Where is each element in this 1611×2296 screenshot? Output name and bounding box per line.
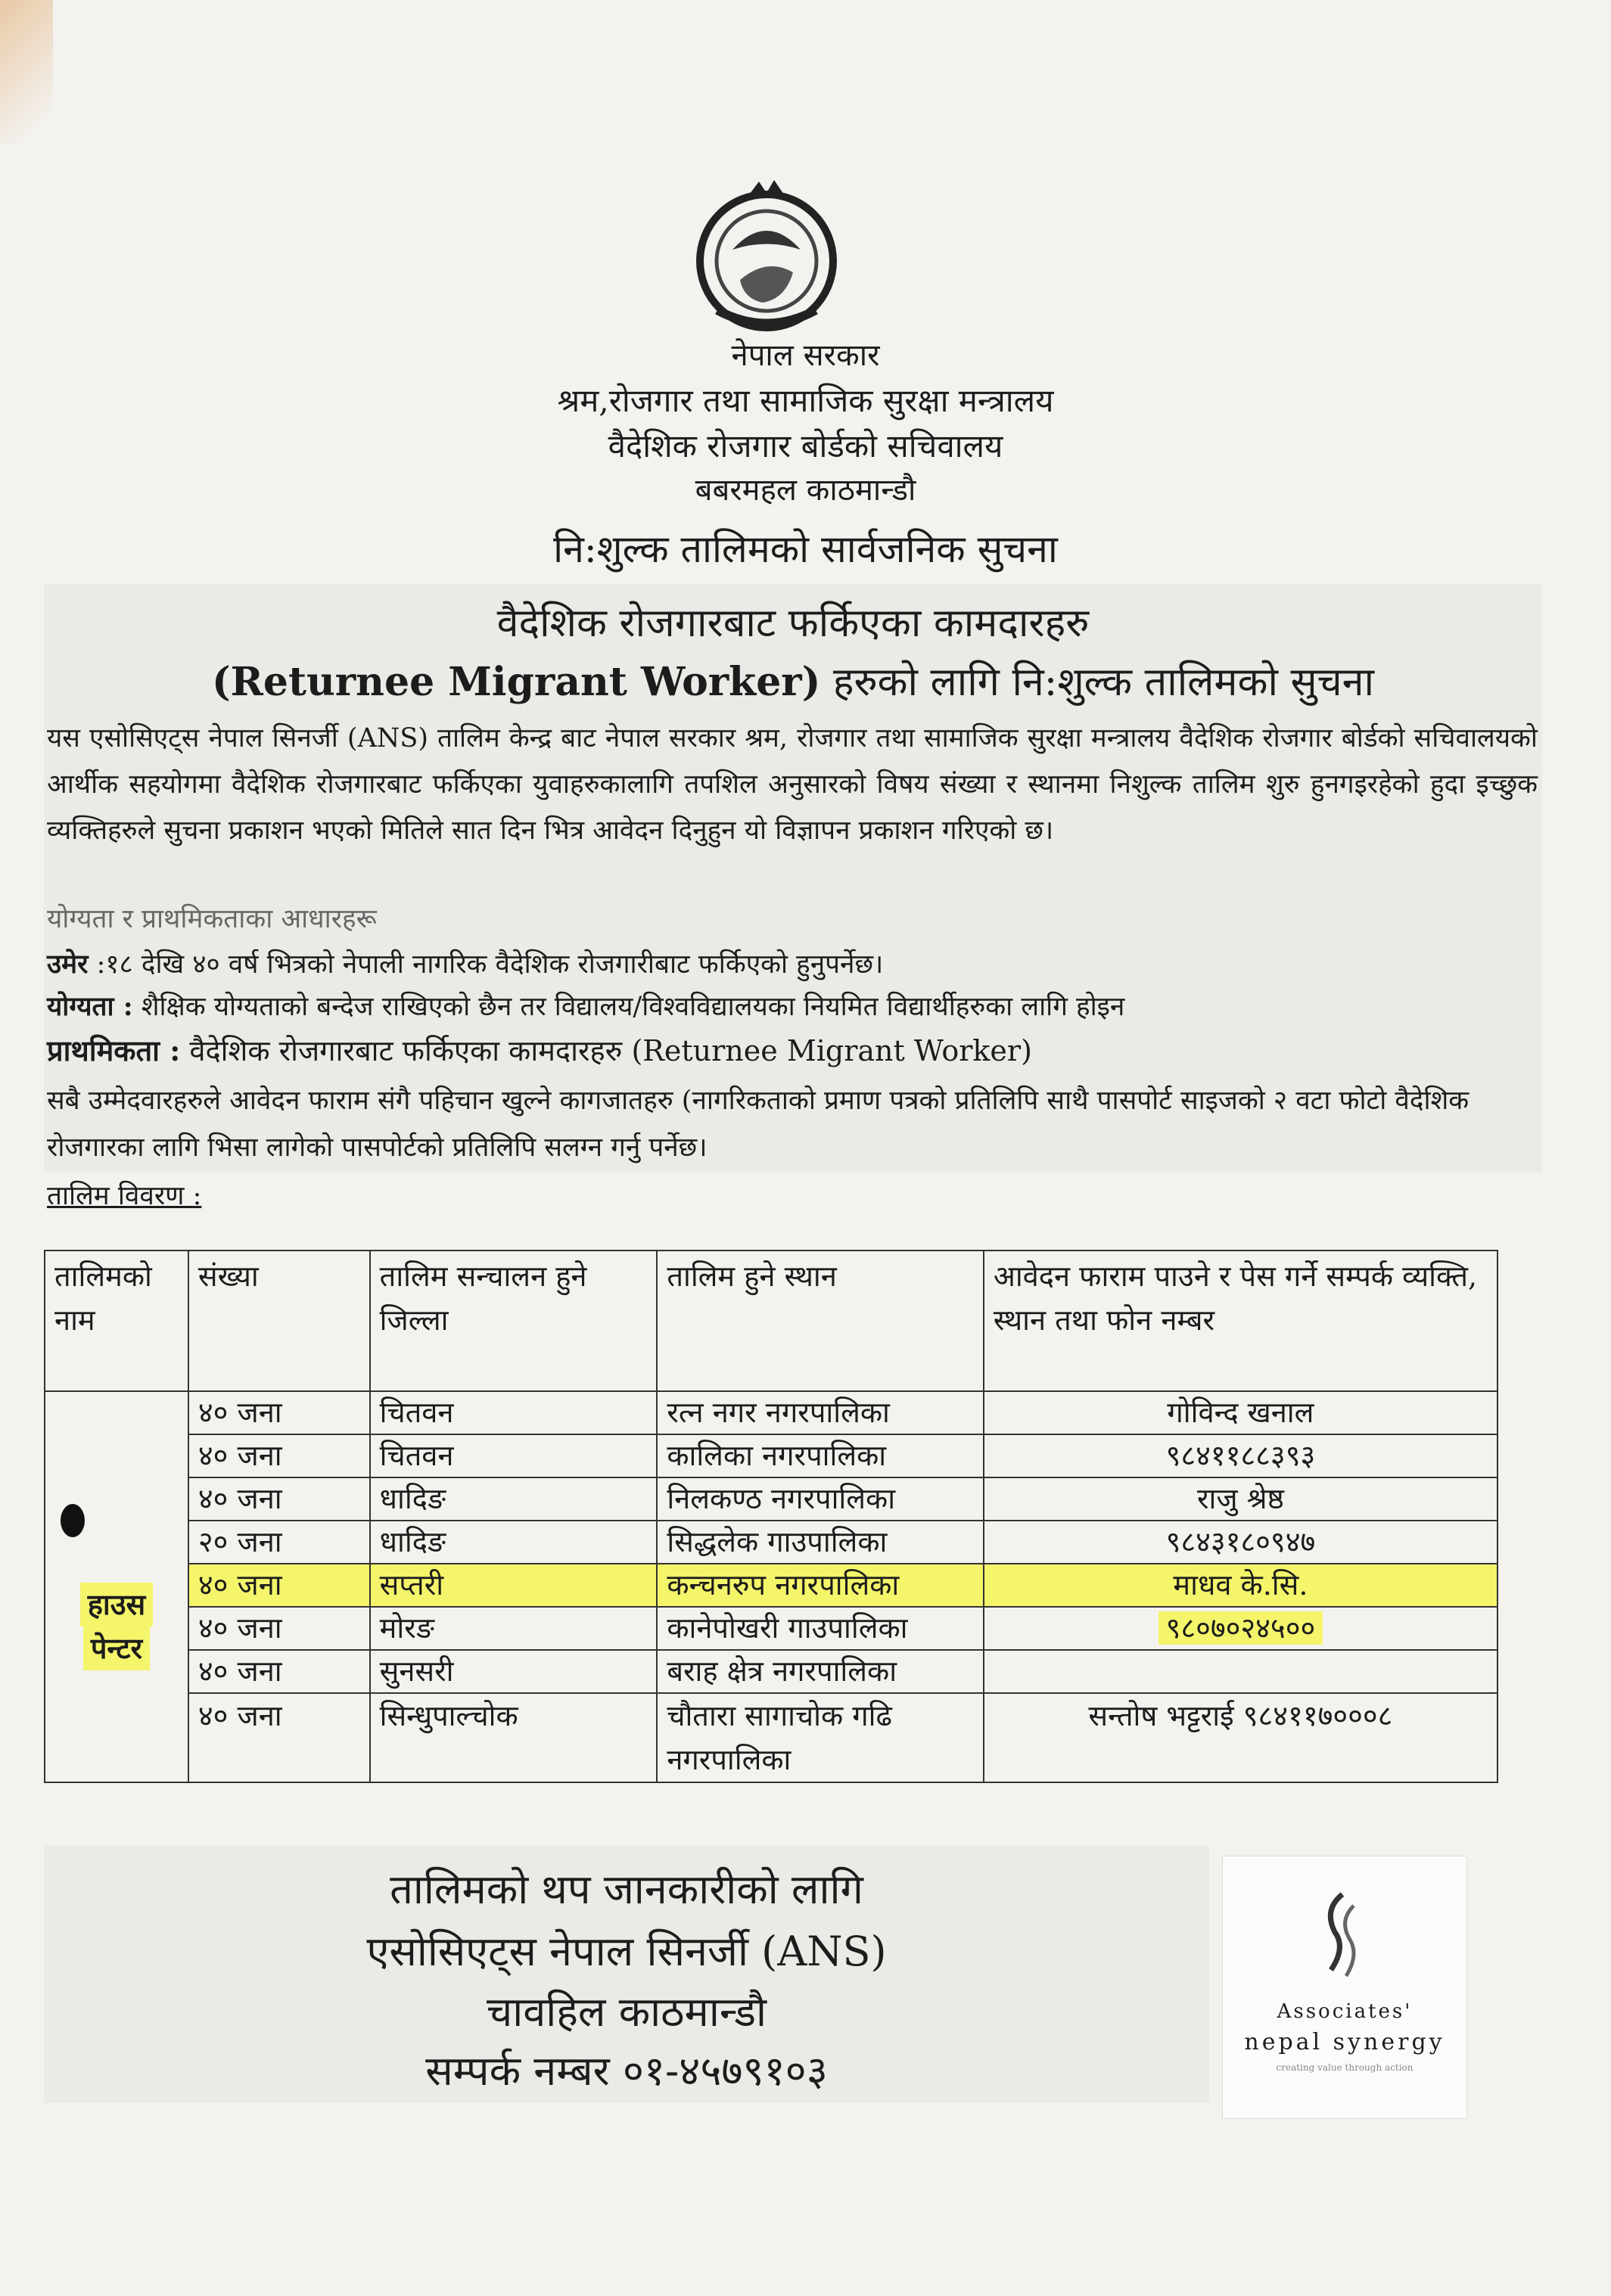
place-cell: निलकण्ठ नगरपालिका: [657, 1477, 984, 1521]
logo-tagline: creating value through action: [1276, 2062, 1414, 2073]
priority-text: वैदेशिक रोजगारबाट फर्किएका कामदारहरु: [180, 1034, 632, 1067]
district-cell: धादिङ: [370, 1477, 658, 1521]
header-ministry: श्रम,रोजगार तथा सामाजिक सुरक्षा मन्त्रालय: [557, 382, 1054, 419]
table-header-row: [45, 1251, 1497, 1391]
table-row: [45, 1650, 1497, 1693]
count-cell: ४० जना: [188, 1564, 370, 1607]
header-place: तालिम हुने स्थान: [657, 1251, 984, 1391]
table-label: तालिम विवरण :: [47, 1181, 202, 1211]
place-cell: कानेपोखरी गाउपालिका: [657, 1607, 984, 1650]
ans-logo: [1223, 1856, 1466, 2118]
contact-cell: राजु श्रेष्ठ: [984, 1477, 1497, 1521]
qualification-label: योग्यता :: [47, 991, 133, 1022]
header-training-name: तालिमको नाम: [45, 1251, 188, 1391]
nepal-government-emblem-icon: [687, 166, 846, 340]
table-row: [45, 1607, 1497, 1650]
table-row-highlighted: [45, 1564, 1497, 1607]
contact-cell: गोविन्द खनाल: [984, 1391, 1497, 1434]
header-board: वैदेशिक रोजगार बोर्डको सचिवालय: [608, 427, 1003, 464]
count-cell: २० जना: [188, 1521, 370, 1564]
place-cell: रत्न नगर नगरपालिका: [657, 1391, 984, 1434]
notice-paragraph: यस एसोसिएट्स नेपाल सिनर्जी (ANS) तालिम केन्द्र बाट नेपाल सरकार श्रम, रोजगार तथा सामाजिक सुरक्षा मन्त्रालय वैदेशिक रोजगार बोर्डको सचिवालयको आर्थीक सहयोगमा वैदेशिक रोजगारबाट फर्किएका युवाहरुकालागि तपशिल अनुसारको विषय संख्या र स्थानमा निशुल्क तालिम शुरु हुनगइरहेको हुदा इच्छुक व्यक्तिहरुले सुचना प्रकाशन भएको मितिले सात दिन भित्र आवेदन दिनुहुन यो विज्ञापन प्रकाशन गरिएको छ।: [47, 723, 1538, 846]
header-count: संख्या: [188, 1251, 370, 1391]
training-name-line2: पेन्टर: [83, 1626, 150, 1670]
table-row: [45, 1477, 1497, 1521]
ans-logo-icon: [1312, 1887, 1373, 1985]
header-contact: आवेदन फाराम पाउने र पेस गर्ने सम्पर्क व्यक्ति, स्थान तथा फोन नम्बर: [984, 1251, 1497, 1391]
count-cell: ४० जना: [188, 1391, 370, 1434]
place-cell: कन्चनरुप नगरपालिका: [657, 1564, 984, 1607]
notice-subheading: [44, 654, 1542, 707]
footer-phone: सम्पर्क नम्बर ०१-४५७९१०३: [425, 2047, 828, 2095]
count-cell: ४० जना: [188, 1607, 370, 1650]
notice-box: [44, 584, 1542, 1211]
district-cell: सिन्धुपाल्चोक: [370, 1693, 658, 1782]
age-criterion: [47, 946, 883, 981]
footer-more-info: तालिमको थप जानकारीको लागि: [390, 1866, 863, 1913]
table-row: [45, 1434, 1497, 1477]
priority-criterion: [47, 1030, 1032, 1070]
place-cell: सिद्धलेक गाउपालिका: [657, 1521, 984, 1564]
contact-cell: सन्तोष भट्टराई ९८४११७०००८: [984, 1693, 1497, 1782]
district-cell: सप्तरी: [370, 1564, 658, 1607]
training-name-cell: [45, 1391, 188, 1782]
footer-organization: एसोसिएट्स नेपाल सिनर्जी (ANS): [366, 1928, 887, 1975]
place-cell: कालिका नगरपालिका: [657, 1434, 984, 1477]
contact-cell: [984, 1607, 1497, 1650]
place-cell: चौतारा सागाचोक गढि नगरपालिका: [657, 1693, 984, 1782]
contact-cell: माधव के.सि.: [984, 1564, 1497, 1607]
age-text: :१८ देखि ४० वर्ष भित्रको नेपाली नागरिक वैदेशिक रोजगारीबाट फर्किएको हुनुपर्नेछ।: [88, 949, 884, 980]
footer-info: [44, 1846, 1209, 2103]
qualification-criterion: [47, 988, 1124, 1024]
criteria-heading: योग्यता र प्राथमिकताका आधारहरू: [47, 904, 377, 934]
place-cell: बराह क्षेत्र नगरपालिका: [657, 1650, 984, 1693]
contact-cell: ९८४११८८३९३: [984, 1434, 1497, 1477]
header-district: तालिम सन्चालन हुने जिल्ला: [370, 1251, 658, 1391]
footer-address: चावहिल काठमान्डौ: [486, 1988, 767, 2036]
district-cell: चितवन: [370, 1434, 658, 1477]
contact-cell: ९८४३१८०९४७: [984, 1521, 1497, 1564]
qualification-text: शैक्षिक योग्यताको बन्देज राखिएको छैन तर विद्यालय/विश्वविद्यालयका नियमित विद्यार्थीहरुका लागि होइन: [132, 992, 1125, 1022]
training-table: [44, 1250, 1498, 1783]
notice-heading: वैदेशिक रोजगारबाट फर्किएका कामदारहरु: [496, 601, 1090, 646]
notice-subheading-np: हरुको लागि नि:शुल्क तालिमको सुचना: [820, 660, 1374, 705]
district-cell: चितवन: [370, 1391, 658, 1434]
paper-stain: [0, 0, 53, 144]
count-cell: ४० जना: [188, 1434, 370, 1477]
documents-requirement: सबै उम्मेदवारहरुले आवेदन फाराम संगै पहिचान खुल्ने कागजातहरु (नागरिकताको प्रमाण पत्रको प्रतिलिपि साथै पासपोर्ट साइजको २ वटा फोटो वैदेशिक रोजगारका लागि भिसा लागेको पासपोर्टको प्रतिलिपि सलग्न गर्नु पर्नेछ।: [47, 1086, 1469, 1163]
priority-text-en: (Returnee Migrant Worker): [631, 1034, 1032, 1067]
table-row: [45, 1521, 1497, 1564]
logo-text-synergy: nepal synergy: [1244, 2029, 1445, 2055]
highlighted-phone: ९८०७०२४५००: [1158, 1611, 1323, 1645]
table-row: [45, 1391, 1497, 1434]
district-cell: धादिङ: [370, 1521, 658, 1564]
ink-blot: [61, 1504, 85, 1537]
header-government: नेपाल सरकार: [731, 338, 880, 373]
notice-subheading-en: (Returnee Migrant Worker): [212, 659, 821, 705]
training-name-line1: हाउस: [80, 1583, 154, 1626]
header-address: बबरमहल काठमान्डौ: [695, 473, 916, 508]
priority-label: प्राथमिकता :: [47, 1033, 181, 1067]
district-cell: सुनसरी: [370, 1650, 658, 1693]
age-label: उमेर: [47, 949, 89, 980]
count-cell: ४० जना: [188, 1693, 370, 1782]
contact-cell: [984, 1650, 1497, 1693]
district-cell: मोरङ: [370, 1607, 658, 1650]
notice-title: नि:शुल्क तालिमको सार्वजनिक सुचना: [553, 527, 1058, 571]
count-cell: ४० जना: [188, 1477, 370, 1521]
logo-text-associates: Associates': [1277, 2000, 1413, 2023]
table-row: [45, 1693, 1497, 1782]
count-cell: ४० जना: [188, 1650, 370, 1693]
